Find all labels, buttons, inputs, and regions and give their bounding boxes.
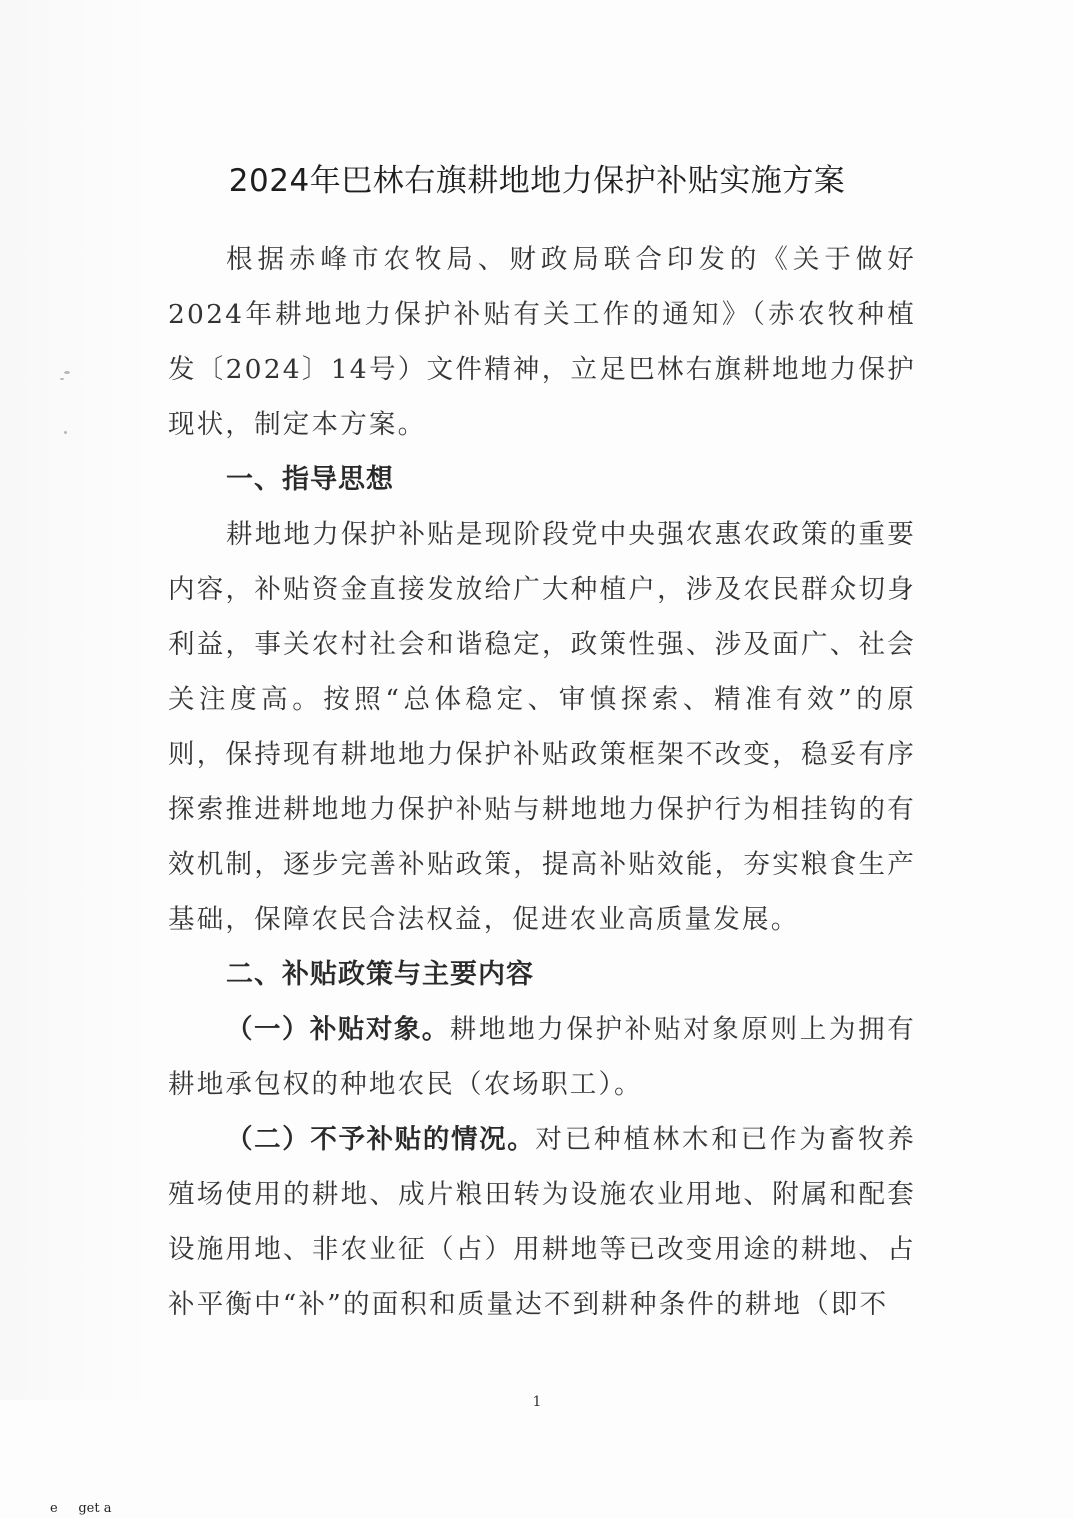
no-subsidy-text: 对已种植林木和已作为畜牧养殖场使用的耕地、成片粮田转为设施农业用地、附属和配套设施用地、非农业征（占）用耕地等已改变用途的耕地、占补平衡中“补”的面积和质量达不到耕种条件的耕地（即不 [168,1124,916,1320]
subsidy-target-paragraph [168,1002,916,1112]
section-heading-guiding-ideology: 一、指导思想 [226,464,394,495]
intro-paragraph: 根据赤峰市农牧局、财政局联合印发的《关于做好2024年耕地地力保护补贴有关工作的通知》（赤农牧种植发〔2024〕14号）文件精神，立足巴林右旗耕地地力保护现状，制定本方案。 [168,244,916,440]
guiding-ideology-paragraph: 耕地地力保护补贴是现阶段党中央强农惠农政策的重要内容，补贴资金直接发放给广大种植户，涉及农民群众切身利益，事关农村社会和谐稳定，政策性强、涉及面广、社会关注度高。按照“总体稳定、审慎探索、精准有效”的原则，保持现有耕地地力保护补贴政策框架不改变，稳妥有序探索推进耕地地力保护补贴与耕地地力保护行为相挂钩的有效机制，逐步完善补贴政策，提高补贴效能，夯实粮食生产基础，保障农民合法权益，促进农业高质量发展。 [168,519,916,935]
scan-speck [64,431,67,434]
page-number: 1 [532,1394,542,1410]
section-heading-policy-content: 二、补贴政策与主要内容 [226,959,534,990]
document-body [168,232,916,1332]
subsidy-target-text: 耕地地力保护补贴对象原则上为拥有耕地承包权的种地农民（农场职工）。 [168,1014,917,1100]
scan-edge-shading [0,0,150,1400]
document-title: 2024年巴林右旗耕地地力保护补贴实施方案 [228,162,846,199]
footer-fragment: e get a [50,1501,112,1516]
scan-speck [60,378,64,380]
scan-speck [64,371,70,374]
no-subsidy-paragraph [168,1112,916,1332]
no-subsidy-lead: （二）不予补贴的情况。 [226,1124,536,1155]
subsidy-target-lead: （一）补贴对象。 [226,1014,450,1045]
